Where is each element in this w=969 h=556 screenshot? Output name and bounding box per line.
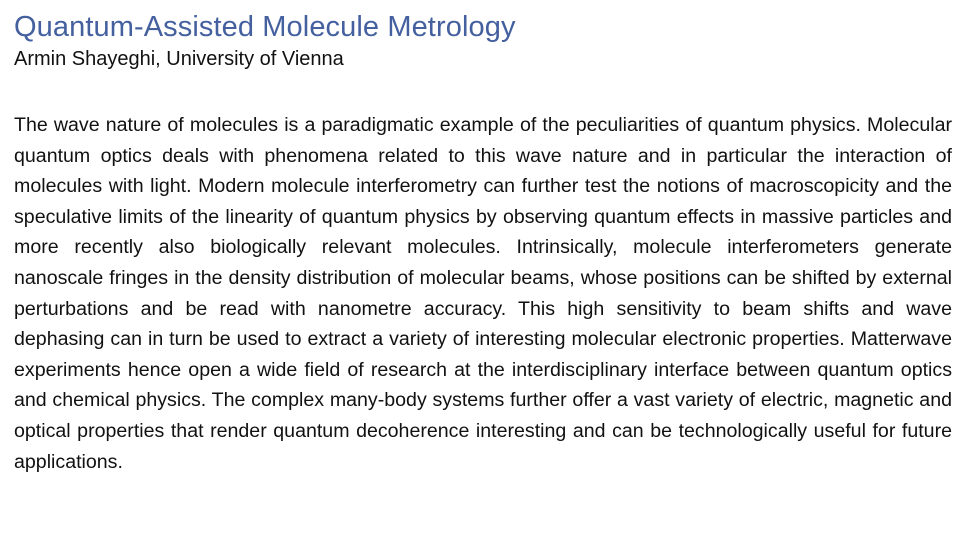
document-page — [14, 8, 952, 473]
abstract-paragraph: The wave nature of molecules is a paradigmatic example of the peculiarities of quantum physics. Molecular quantum optics deals with phenomena related to this wave nature and in particular the interaction of molecules with light. Modern molecule interferometry can further test the notions of macroscopicity and the speculative limits of the linearity of quantum physics by observing quantum effects in massive particles and more recently also biologically relevant molecules. Intrinsically, molecule interferometers generate nanoscale fringes in the density distribution of molecular beams, whose positions can be shifted by external perturbations and be read with nanometre accuracy. This high sensitivity to beam shifts and wave dephasing can in turn be used to extract a variety of interesting molecular electronic properties. Matterwave experiments hence open a wide field of research at the interdisciplinary interface between quantum optics and chemical physics. The complex many-body systems further offer a vast variety of electric, magnetic and optical properties that render quantum decoherence interesting and can be technologically useful for future applications. — [14, 114, 952, 473]
document-title: Quantum-Assisted Molecule Metrology — [14, 11, 516, 43]
author-affiliation: Armin Shayeghi, University of Vienna — [14, 48, 344, 70]
